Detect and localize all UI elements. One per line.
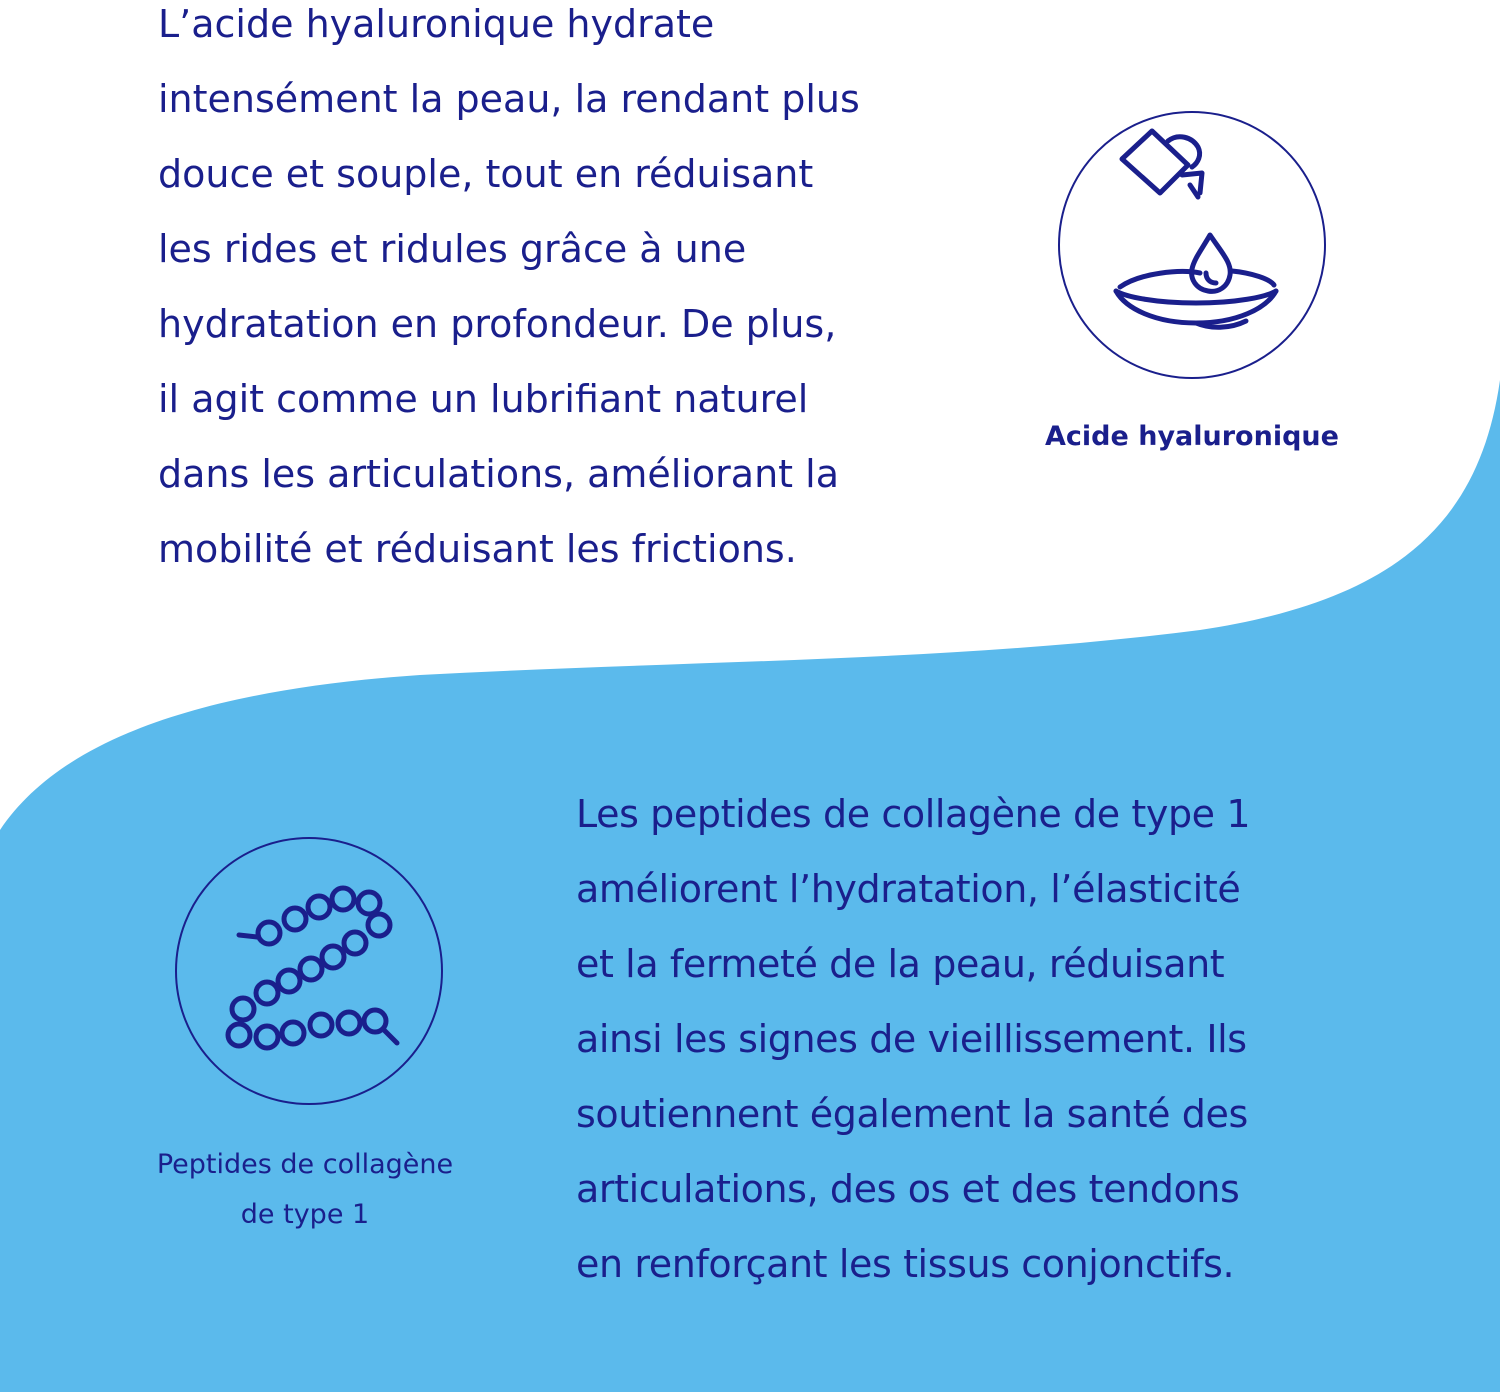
paragraph-line: ainsi les signes de vieillissement. Ils bbox=[576, 1017, 1247, 1061]
caption-line: de type 1 bbox=[240, 1199, 370, 1230]
paragraph-line: les rides et ridules grâce à une bbox=[158, 227, 747, 271]
collagen-description bbox=[576, 777, 1250, 1302]
paragraph-line: douce et souple, tout en réduisant bbox=[158, 152, 814, 196]
hyaluronic-acid-caption bbox=[1020, 412, 1364, 462]
paragraph-line: mobilité et réduisant les frictions. bbox=[158, 527, 797, 571]
collagen-chain-icon bbox=[177, 839, 441, 1103]
paragraph-line: Les peptides de collagène de type 1 bbox=[576, 792, 1251, 836]
paragraph-line: hydratation en profondeur. De plus, bbox=[158, 302, 837, 346]
paragraph-line: et la fermeté de la peau, réduisant bbox=[576, 942, 1225, 986]
paragraph-line: améliorent l’hydratation, l’élasticité bbox=[576, 867, 1241, 911]
paragraph-line: dans les articulations, améliorant la bbox=[158, 452, 839, 496]
collagen-badge bbox=[175, 837, 443, 1105]
paragraph-line: soutiennent également la santé des bbox=[576, 1092, 1248, 1136]
paragraph-line: intensément la peau, la rendant plus bbox=[158, 77, 860, 121]
dropper-drop-bowl-icon bbox=[1060, 113, 1324, 377]
collagen-caption bbox=[110, 1140, 500, 1240]
paragraph-line: articulations, des os et des tendons bbox=[576, 1167, 1240, 1211]
paragraph-line: en renforçant les tissus conjonctifs. bbox=[576, 1242, 1235, 1286]
hyaluronic-acid-badge bbox=[1058, 111, 1326, 379]
caption-text: Acide hyaluronique bbox=[1045, 421, 1339, 452]
caption-line: Peptides de collagène bbox=[156, 1149, 454, 1180]
paragraph-line: L’acide hyaluronique hydrate bbox=[158, 2, 715, 46]
hyaluronic-acid-description bbox=[158, 0, 860, 587]
paragraph-line: il agit comme un lubrifiant naturel bbox=[158, 377, 809, 421]
